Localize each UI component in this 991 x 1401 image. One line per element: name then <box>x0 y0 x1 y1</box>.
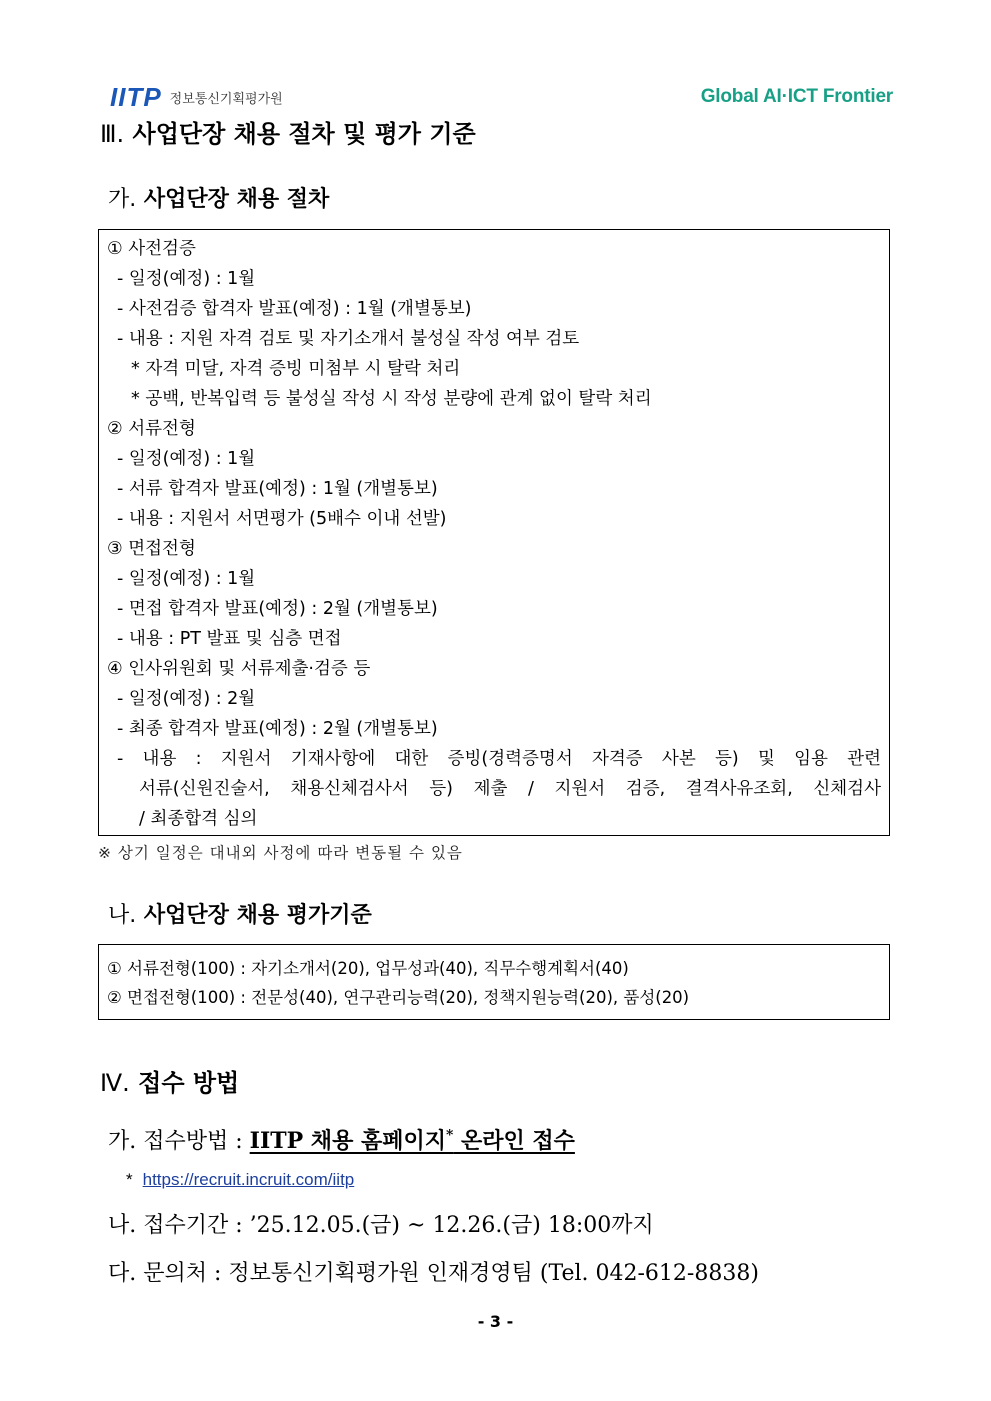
section3-number: Ⅲ. <box>100 120 125 148</box>
recruit-url-link[interactable]: https://recruit.incruit.com/iitp <box>142 1170 355 1189</box>
logo-mark: IITP <box>110 82 162 112</box>
procedure-line: * 자격 미달, 자격 증빙 미첨부 시 탈락 처리 <box>131 359 461 379</box>
section3b-title: 사업단장 채용 평가기준 <box>143 903 372 928</box>
application-method <box>108 1124 575 1155</box>
procedure-box <box>98 229 890 836</box>
procedure-line: 서류(신원진술서, 채용신체검사서 등) 제출 / 지원서 검증, 결격사유조회, 신체검사 <box>139 779 881 799</box>
criteria-box <box>98 944 890 1020</box>
procedure-line: - 내용 : PT 발표 및 심층 면접 <box>117 629 342 649</box>
section4-title: 접수 방법 <box>138 1069 240 1097</box>
section3-title: 사업단장 채용 절차 및 평가 기준 <box>132 120 476 148</box>
logo-org-name: 정보통신기획평가원 <box>169 92 283 107</box>
procedure-line: - 일정(예정) : 1월 <box>117 449 256 469</box>
procedure-line: - 내용 : 지원 자격 검토 및 자기소개서 불성실 작성 여부 검토 <box>117 329 580 349</box>
procedure-line: - 사전검증 합격자 발표(예정) : 1월 (개별통보) <box>117 299 472 319</box>
method-prefix: 가. 접수방법 : <box>108 1129 250 1154</box>
procedure-line: - 일정(예정) : 2월 <box>117 689 256 709</box>
section3-heading <box>100 114 476 149</box>
recruit-homepage-text: IITP 채용 홈페이지 <box>249 1128 446 1154</box>
procedure-line: - 내용 : 지원서 기재사항에 대한 증빙(경력증명서 자격증 사본 등) 및 임용 관련 <box>117 749 881 769</box>
section3b-number: 나. <box>108 903 137 928</box>
url-footnote <box>126 1170 354 1190</box>
recruit-homepage-link[interactable] <box>250 1128 575 1154</box>
contact-info: 다. 문의처 : 정보통신기획평가원 인재경영팀 (Tel. 042-612-8838) <box>108 1261 759 1286</box>
procedure-line: / 최종합격 심의 <box>139 809 258 829</box>
section3a-title: 사업단장 채용 절차 <box>143 187 330 212</box>
application-period: 나. 접수기간 : ’25.12.05.(금) ~ 12.26.(금) 18:00까지 <box>108 1213 654 1238</box>
procedure-line: ② 서류전형 <box>107 419 196 439</box>
section3b-heading <box>108 898 372 929</box>
procedure-line: - 일정(예정) : 1월 <box>117 269 256 289</box>
method-suffix: 온라인 접수 <box>453 1128 575 1154</box>
section4-number: Ⅳ. <box>100 1069 130 1097</box>
procedure-line: ③ 면접전형 <box>107 539 196 559</box>
criteria-line: ① 서류전형(100) : 자기소개서(20), 업무성과(40), 직무수행계획서(40) <box>107 959 629 978</box>
procedure-line: ① 사전검증 <box>107 239 196 259</box>
procedure-line: - 일정(예정) : 1월 <box>117 569 256 589</box>
section4-heading <box>100 1063 239 1098</box>
schedule-note: ※ 상기 일정은 대내외 사정에 따라 변동될 수 있음 <box>98 844 463 862</box>
procedure-line: - 최종 합격자 발표(예정) : 2월 (개별통보) <box>117 719 438 739</box>
iitp-logo <box>110 82 283 113</box>
method-footnote-mark: * <box>445 1127 454 1144</box>
section3a-number: 가. <box>108 187 137 212</box>
section3a-heading <box>108 182 329 213</box>
url-star: * <box>126 1170 133 1189</box>
procedure-line: ④ 인사위원회 및 서류제출·검증 등 <box>107 659 371 679</box>
procedure-line: - 내용 : 지원서 서면평가 (5배수 이내 선발) <box>117 509 447 529</box>
procedure-line: * 공백, 반복입력 등 불성실 작성 시 작성 분량에 관계 없이 탈락 처리 <box>131 389 652 409</box>
page-number: - 3 - <box>477 1312 514 1331</box>
procedure-line: - 서류 합격자 발표(예정) : 1월 (개별통보) <box>117 479 438 499</box>
header-slogan: Global AI·ICT Frontier <box>700 86 893 107</box>
procedure-line: - 면접 합격자 발표(예정) : 2월 (개별통보) <box>117 599 438 619</box>
criteria-line: ② 면접전형(100) : 전문성(40), 연구관리능력(20), 정책지원능력(20), 품성(20) <box>107 988 690 1007</box>
